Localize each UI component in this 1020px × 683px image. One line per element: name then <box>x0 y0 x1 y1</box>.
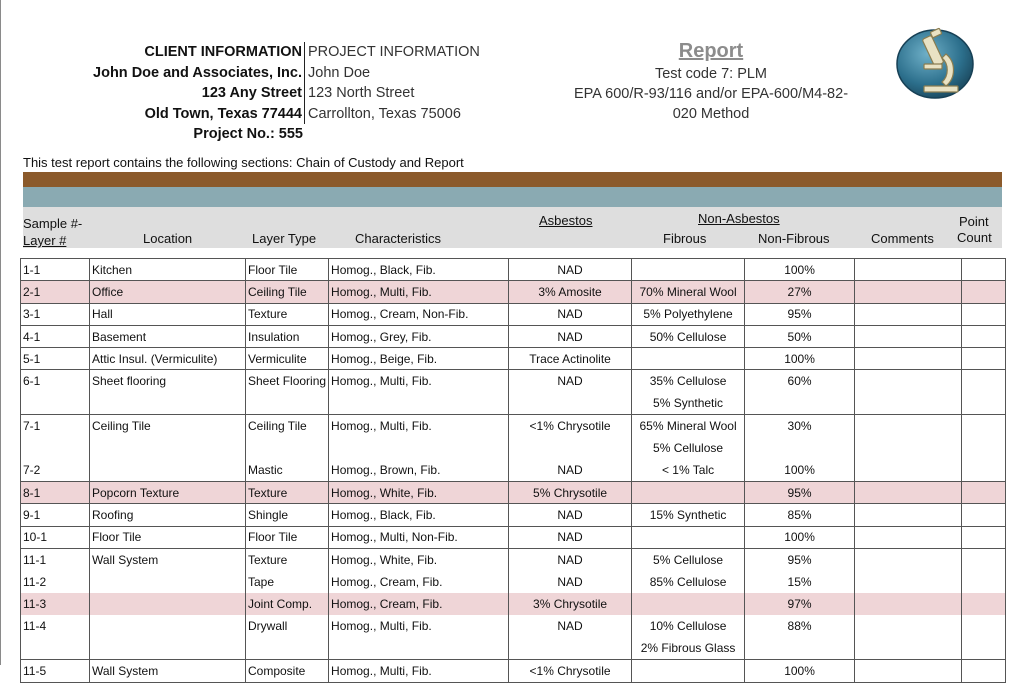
cell-comments <box>855 481 962 503</box>
microscope-logo-icon <box>894 20 976 102</box>
cell-non-fibrous: 95% <box>745 481 855 503</box>
col-layer-type-heading: Layer Type <box>252 231 317 246</box>
client-heading: CLIENT INFORMATION <box>61 42 305 63</box>
cell-sample: 5-1 <box>21 348 90 370</box>
cell-asbestos: 3% Chrysotile <box>509 593 632 615</box>
cell-comments <box>855 392 962 414</box>
cell-point-count <box>962 348 1006 370</box>
cell-fibrous <box>632 348 745 370</box>
cell-location <box>90 392 246 414</box>
table-row <box>21 281 1006 303</box>
table-row <box>21 303 1006 325</box>
col-characteristics-heading: Characteristics <box>355 231 441 246</box>
cell-asbestos: NAD <box>509 459 632 481</box>
cell-layer-type: Ceiling Tile <box>246 415 329 437</box>
cell-characteristics <box>329 638 509 660</box>
cell-non-fibrous: 50% <box>745 325 855 347</box>
report-method-line2: 020 Method <box>672 106 750 122</box>
cell-location: Attic Insul. (Vermiculite) <box>90 348 246 370</box>
cell-asbestos: <1% Chrysotile <box>509 660 632 682</box>
cell-non-fibrous: 88% <box>745 615 855 637</box>
cell-location: Kitchen <box>90 259 246 281</box>
cell-non-fibrous: 100% <box>745 660 855 682</box>
cell-non-fibrous: 97% <box>745 593 855 615</box>
cell-sample <box>21 392 90 414</box>
cell-point-count <box>962 325 1006 347</box>
cell-fibrous: 2% Fibrous Glass <box>632 638 745 660</box>
cell-non-fibrous <box>745 392 855 414</box>
table-row <box>21 325 1006 347</box>
table-row <box>21 571 1006 593</box>
cell-non-fibrous: 100% <box>745 459 855 481</box>
cell-asbestos: NAD <box>509 526 632 548</box>
cell-layer-type: Floor Tile <box>246 526 329 548</box>
cell-asbestos: Trace Actinolite <box>509 348 632 370</box>
cell-location: Wall System <box>90 660 246 682</box>
table-row <box>21 548 1006 570</box>
header-spacer <box>23 248 1002 258</box>
cell-characteristics: Homog., Multi, Non-Fib. <box>329 526 509 548</box>
cell-non-fibrous: 95% <box>745 303 855 325</box>
cell-non-fibrous <box>745 638 855 660</box>
client-information <box>61 42 305 145</box>
project-information <box>308 42 538 124</box>
cell-asbestos: NAD <box>509 615 632 637</box>
cell-non-fibrous: 30% <box>745 415 855 437</box>
client-street: 123 Any Street <box>61 83 305 104</box>
cell-location: Basement <box>90 325 246 347</box>
report-info <box>541 38 881 124</box>
cell-comments <box>855 325 962 347</box>
cell-fibrous: 5% Polyethylene <box>632 303 745 325</box>
cell-layer-type: Sheet Flooring <box>246 370 329 392</box>
cell-fibrous: 15% Synthetic <box>632 504 745 526</box>
cell-layer-type <box>246 638 329 660</box>
project-name: John Doe <box>308 64 371 81</box>
cell-location <box>90 615 246 637</box>
blue-band <box>23 187 1002 207</box>
cell-asbestos: 3% Amosite <box>509 281 632 303</box>
cell-comments <box>855 459 962 481</box>
cell-location <box>90 437 246 459</box>
cell-fibrous <box>632 481 745 503</box>
cell-point-count <box>962 593 1006 615</box>
cell-asbestos: NAD <box>509 370 632 392</box>
cell-characteristics: Homog., Cream, Fib. <box>329 571 509 593</box>
cell-fibrous: 5% Cellulose <box>632 437 745 459</box>
cell-characteristics: Homog., Grey, Fib. <box>329 325 509 347</box>
client-name: John Doe and Associates, Inc. <box>61 63 305 84</box>
cell-layer-type: Drywall <box>246 615 329 637</box>
table-row <box>21 615 1006 637</box>
col-non-asbestos-heading: Non-Asbestos <box>698 211 780 226</box>
cell-sample: 8-1 <box>21 481 90 503</box>
cell-fibrous: 70% Mineral Wool <box>632 281 745 303</box>
cell-sample <box>21 437 90 459</box>
cell-non-fibrous: 100% <box>745 348 855 370</box>
col-count-heading: Count <box>957 230 992 245</box>
cell-characteristics <box>329 392 509 414</box>
cell-comments <box>855 638 962 660</box>
cell-point-count <box>962 437 1006 459</box>
cell-comments <box>855 593 962 615</box>
cell-point-count <box>962 481 1006 503</box>
cell-sample: 7-2 <box>21 459 90 481</box>
cell-layer-type: Texture <box>246 548 329 570</box>
cell-location: Hall <box>90 303 246 325</box>
cell-sample: 9-1 <box>21 504 90 526</box>
table-row <box>21 415 1006 437</box>
cell-point-count <box>962 415 1006 437</box>
cell-point-count <box>962 392 1006 414</box>
cell-fibrous: 50% Cellulose <box>632 325 745 347</box>
cell-sample: 1-1 <box>21 259 90 281</box>
cell-fibrous: 65% Mineral Wool <box>632 415 745 437</box>
cell-location <box>90 459 246 481</box>
cell-layer-type: Mastic <box>246 459 329 481</box>
cell-non-fibrous: 100% <box>745 526 855 548</box>
cell-asbestos: NAD <box>509 571 632 593</box>
table-row <box>21 370 1006 392</box>
cell-point-count <box>962 459 1006 481</box>
table-row <box>21 638 1006 660</box>
cell-location <box>90 571 246 593</box>
project-number: Project No.: 555 <box>193 126 303 142</box>
cell-asbestos: NAD <box>509 259 632 281</box>
cell-sample: 3-1 <box>21 303 90 325</box>
cell-location: Office <box>90 281 246 303</box>
cell-fibrous: 5% Cellulose <box>632 548 745 570</box>
cell-comments <box>855 303 962 325</box>
report-title: Report <box>678 40 744 62</box>
client-city: Old Town, Texas 77444 <box>61 104 305 125</box>
cell-fibrous <box>632 259 745 281</box>
cell-location: Popcorn Texture <box>90 481 246 503</box>
col-non-fibrous-heading: Non-Fibrous <box>758 231 830 246</box>
cell-asbestos: 5% Chrysotile <box>509 481 632 503</box>
cell-point-count <box>962 548 1006 570</box>
cell-non-fibrous: 100% <box>745 259 855 281</box>
cell-sample <box>21 638 90 660</box>
cell-asbestos: <1% Chrysotile <box>509 415 632 437</box>
cell-location: Ceiling Tile <box>90 415 246 437</box>
col-location-heading: Location <box>143 231 193 246</box>
cell-comments <box>855 437 962 459</box>
cell-comments <box>855 548 962 570</box>
cell-sample: 4-1 <box>21 325 90 347</box>
cell-layer-type: Vermiculite <box>246 348 329 370</box>
cell-comments <box>855 571 962 593</box>
cell-asbestos: NAD <box>509 504 632 526</box>
cell-asbestos <box>509 437 632 459</box>
cell-layer-type <box>246 392 329 414</box>
col-comments-heading: Comments <box>871 231 934 246</box>
cell-characteristics: Homog., Multi, Fib. <box>329 281 509 303</box>
col-layer-heading: Layer # <box>23 233 67 248</box>
table-row <box>21 593 1006 615</box>
cell-sample: 11-4 <box>21 615 90 637</box>
cell-comments <box>855 660 962 682</box>
cell-layer-type: Tape <box>246 571 329 593</box>
table-row <box>21 348 1006 370</box>
cell-location <box>90 593 246 615</box>
cell-asbestos: NAD <box>509 303 632 325</box>
cell-fibrous: 10% Cellulose <box>632 615 745 637</box>
cell-fibrous <box>632 593 745 615</box>
report-method-line1: EPA 600/R-93/116 and/or EPA-600/M4-82- <box>573 86 849 102</box>
cell-asbestos <box>509 392 632 414</box>
report-test-code: Test code 7: PLM <box>654 66 768 82</box>
table-row <box>21 259 1006 281</box>
cell-characteristics: Homog., Brown, Fib. <box>329 459 509 481</box>
col-fibrous-heading: Fibrous <box>663 231 707 246</box>
cell-comments <box>855 526 962 548</box>
cell-point-count <box>962 259 1006 281</box>
cell-fibrous: 35% Cellulose <box>632 370 745 392</box>
project-street: 123 North Street <box>308 85 415 101</box>
project-city: Carrollton, Texas 75006 <box>308 105 461 122</box>
cell-sample: 11-3 <box>21 593 90 615</box>
cell-asbestos: NAD <box>509 325 632 347</box>
cell-comments <box>855 281 962 303</box>
cell-point-count <box>962 504 1006 526</box>
cell-comments <box>855 348 962 370</box>
cell-characteristics <box>329 437 509 459</box>
cell-sample: 6-1 <box>21 370 90 392</box>
cell-comments <box>855 370 962 392</box>
table-row <box>21 660 1006 682</box>
cell-non-fibrous: 85% <box>745 504 855 526</box>
table-row <box>21 504 1006 526</box>
cell-non-fibrous: 95% <box>745 548 855 570</box>
cell-non-fibrous: 15% <box>745 571 855 593</box>
cell-characteristics: Homog., Multi, Fib. <box>329 370 509 392</box>
cell-fibrous: 85% Cellulose <box>632 571 745 593</box>
cell-comments <box>855 415 962 437</box>
cell-characteristics: Homog., White, Fib. <box>329 481 509 503</box>
col-sample-heading: Sample #- <box>23 216 83 231</box>
cell-characteristics: Homog., Multi, Fib. <box>329 415 509 437</box>
cell-point-count <box>962 660 1006 682</box>
cell-fibrous: 5% Synthetic <box>632 392 745 414</box>
cell-layer-type: Texture <box>246 481 329 503</box>
col-point-heading: Point <box>959 214 989 229</box>
cell-comments <box>855 615 962 637</box>
cell-characteristics: Homog., Beige, Fib. <box>329 348 509 370</box>
cell-sample: 11-1 <box>21 548 90 570</box>
cell-layer-type: Insulation <box>246 325 329 347</box>
cell-asbestos <box>509 638 632 660</box>
cell-point-count <box>962 526 1006 548</box>
cell-layer-type: Floor Tile <box>246 259 329 281</box>
cell-location <box>90 638 246 660</box>
table-row <box>21 481 1006 503</box>
cell-point-count <box>962 615 1006 637</box>
table-row <box>21 526 1006 548</box>
cell-sample: 7-1 <box>21 415 90 437</box>
cell-location: Roofing <box>90 504 246 526</box>
brown-band <box>23 172 1002 187</box>
cell-characteristics: Homog., Cream, Fib. <box>329 593 509 615</box>
table-row <box>21 392 1006 414</box>
cell-characteristics: Homog., Black, Fib. <box>329 259 509 281</box>
cell-point-count <box>962 571 1006 593</box>
cell-characteristics: Homog., Black, Fib. <box>329 504 509 526</box>
cell-characteristics: Homog., Multi, Fib. <box>329 660 509 682</box>
cell-location: Floor Tile <box>90 526 246 548</box>
cell-layer-type: Shingle <box>246 504 329 526</box>
cell-point-count <box>962 638 1006 660</box>
cell-comments <box>855 504 962 526</box>
cell-non-fibrous: 60% <box>745 370 855 392</box>
cell-layer-type: Composite <box>246 660 329 682</box>
cell-sample: 2-1 <box>21 281 90 303</box>
cell-location: Wall System <box>90 548 246 570</box>
sections-note: This test report contains the following sections: Chain of Custody and Report <box>23 155 464 170</box>
cell-layer-type: Joint Comp. <box>246 593 329 615</box>
cell-sample: 10-1 <box>21 526 90 548</box>
cell-characteristics: Homog., Multi, Fib. <box>329 615 509 637</box>
cell-fibrous: < 1% Talc <box>632 459 745 481</box>
cell-asbestos: NAD <box>509 548 632 570</box>
cell-layer-type <box>246 437 329 459</box>
cell-characteristics: Homog., Cream, Non-Fib. <box>329 303 509 325</box>
col-asbestos-heading: Asbestos <box>539 213 593 228</box>
cell-layer-type: Texture <box>246 303 329 325</box>
cell-point-count <box>962 370 1006 392</box>
cell-location: Sheet flooring <box>90 370 246 392</box>
cell-non-fibrous: 27% <box>745 281 855 303</box>
cell-point-count <box>962 303 1006 325</box>
cell-point-count <box>962 281 1006 303</box>
cell-layer-type: Ceiling Tile <box>246 281 329 303</box>
cell-comments <box>855 259 962 281</box>
cell-fibrous <box>632 526 745 548</box>
table-row <box>21 459 1006 481</box>
cell-sample: 11-2 <box>21 571 90 593</box>
cell-non-fibrous <box>745 437 855 459</box>
project-heading: PROJECT INFORMATION <box>308 44 480 60</box>
cell-sample: 11-5 <box>21 660 90 682</box>
cell-characteristics: Homog., White, Fib. <box>329 548 509 570</box>
results-table <box>20 258 1006 683</box>
cell-fibrous <box>632 660 745 682</box>
table-row <box>21 437 1006 459</box>
